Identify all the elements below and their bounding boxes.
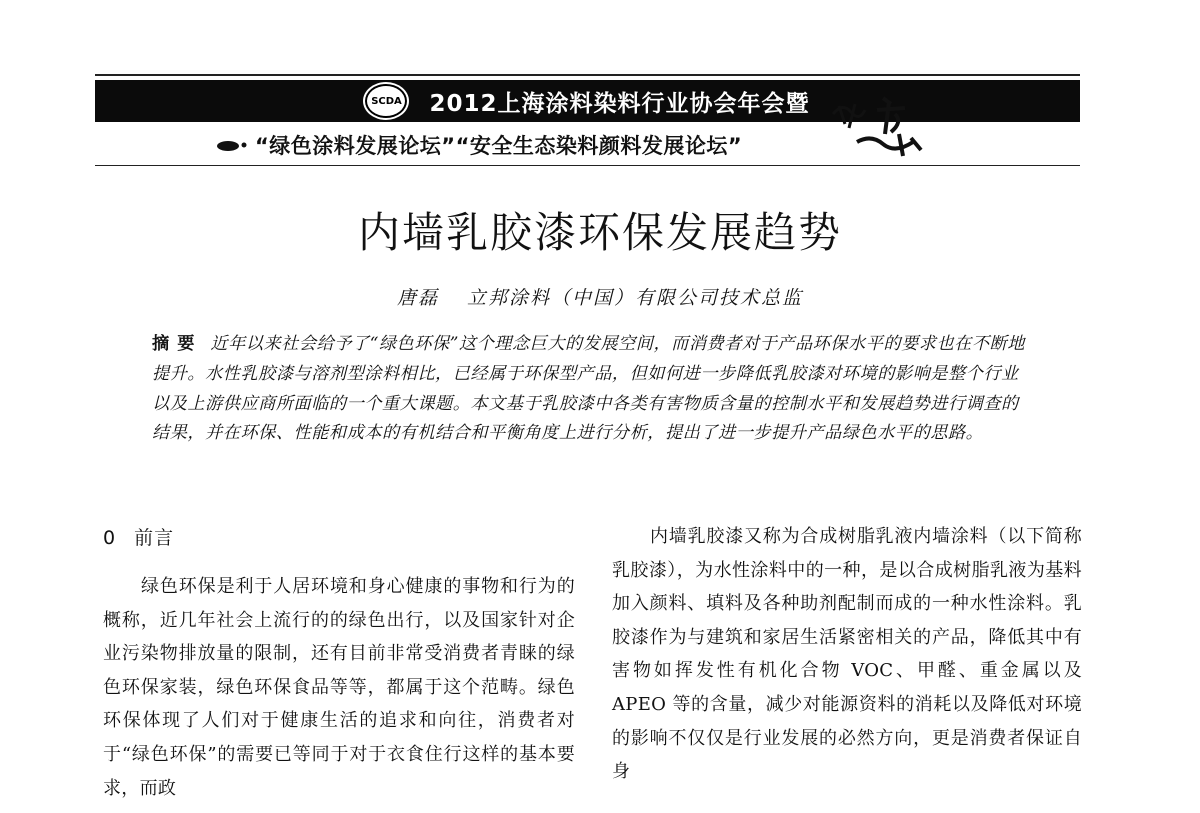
author-line	[0, 283, 1200, 310]
author-affiliation: 立邦涂料（中国）有限公司技术总监	[467, 287, 804, 309]
article-title: 内墙乳胶漆环保发展趋势	[357, 208, 842, 257]
leaf-bullet-icon	[215, 137, 249, 153]
forum-subtitle	[215, 130, 742, 160]
right-column	[612, 520, 1082, 789]
left-column	[103, 523, 575, 805]
right-paragraph: 内墙乳胶漆又称为合成树脂乳液内墙涂料（以下简称乳胶漆），为水性涂料中的一种，是以合成树脂乳液为基料加入颜料、填料及各种助剂配制而成的一种水性涂料。乳胶漆作为与建筑和家居生活紧密相关的产品，降低其中有害物如挥发性有机化合物 VOC、甲醛、重金属以及 APEO 等的含量，减少对能源资料的消耗以及降低对环境的影响不仅仅是行业发展的必然方向，更是消费者保证自身	[612, 526, 1082, 783]
section-heading	[103, 523, 575, 550]
section-title: 前言	[134, 527, 175, 549]
banner-title: 2012上海涂料染料行业协会年会暨	[429, 90, 810, 117]
section-number: 0	[103, 527, 117, 549]
abstract-label: 摘要	[152, 334, 203, 354]
calligraphy-seal-icon	[825, 84, 935, 159]
header-top-rule	[95, 74, 1080, 76]
abstract-text: 近年以来社会给予了“绿色环保”这个理念巨大的发展空间，而消费者对于产品环保水平的要求也在不断地提升。水性乳胶漆与溶剂型涂料相比，已经属于环保型产品，但如何进一步降低乳胶漆对环境的影响是整个行业以及上游供应商所面临的一个重大课题。本文基于乳胶漆中各类有害物质含量的控制水平和发展趋势进行调查的结果，并在环保、性能和成本的有机结合和平衡角度上进行分析，提出了进一步提升产品绿色水平的思路。	[152, 334, 1025, 444]
association-logo-icon: SCDA	[365, 84, 407, 118]
header-bottom-rule	[95, 165, 1080, 166]
author-name: 唐磊	[396, 287, 439, 309]
left-paragraph: 绿色环保是利于人居环境和身心健康的事物和行为的概称，近几年社会上流行的的绿色出行，以及国家针对企业污染物排放量的限制，还有目前非常受消费者青睐的绿色环保家装，绿色环保食品等等，都属于这个范畴。绿色环保体现了人们对于健康生活的追求和向往，消费者对于“绿色环保”的需要已等同于对于衣食住行这样的基本要求，而政	[103, 576, 575, 799]
abstract	[152, 330, 1032, 449]
forum-line: “绿色涂料发展论坛”“安全生态染料颜料发展论坛”	[255, 134, 743, 158]
